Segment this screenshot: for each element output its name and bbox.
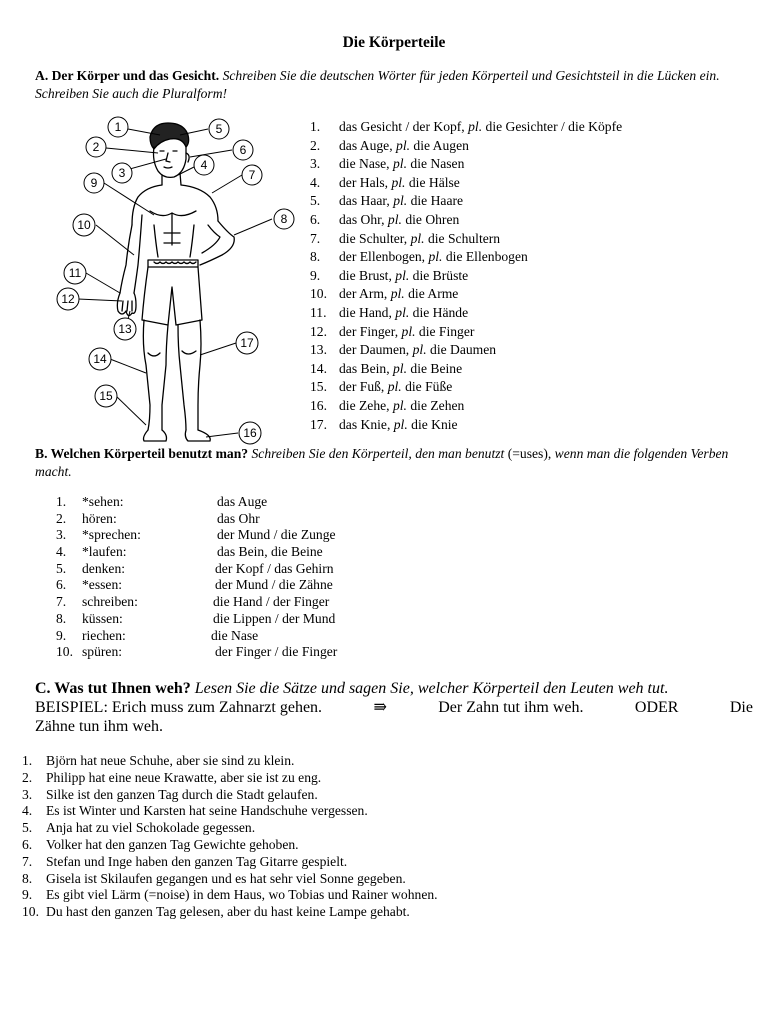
plural-abbrev: pl. bbox=[387, 211, 402, 227]
body-part-item bbox=[310, 155, 622, 174]
sentence-item bbox=[22, 753, 438, 770]
body-part-item bbox=[310, 397, 622, 416]
item-number: 16. bbox=[310, 397, 327, 413]
sentence-text: Gisela ist Skilaufen gegangen und es hat sehr viel Sonne gegeben. bbox=[46, 870, 406, 886]
item-number: 9. bbox=[310, 267, 321, 283]
verb: riechen: bbox=[82, 627, 126, 643]
singular-form: die Brust, bbox=[339, 267, 392, 283]
body-part-item bbox=[310, 285, 622, 304]
plural-abbrev: pl. bbox=[392, 397, 407, 413]
sentence-text: Björn hat neue Schuhe, aber sie sind zu klein. bbox=[46, 753, 295, 768]
sentence-item bbox=[22, 871, 438, 888]
item-number: 7. bbox=[56, 594, 67, 610]
singular-form: der Hals, bbox=[339, 174, 389, 190]
item-number: 4. bbox=[310, 174, 321, 190]
callout-10 bbox=[73, 214, 95, 236]
callout-4 bbox=[194, 155, 214, 175]
sentence-text: Es gibt viel Lärm (=noise) in dem Haus, wo Tobias und Rainer wohnen. bbox=[46, 887, 438, 903]
verb-item bbox=[56, 627, 259, 645]
example-answer: Der Zahn tut ihm weh. bbox=[438, 699, 584, 716]
plural-form: die Hände bbox=[412, 304, 469, 320]
verb: küssen: bbox=[82, 610, 123, 626]
singular-form: das Ohr, bbox=[339, 211, 385, 227]
verb-item bbox=[56, 510, 260, 528]
body-part-answer: der Mund / die Zunge bbox=[217, 527, 336, 543]
singular-form: die Schulter, bbox=[339, 230, 408, 246]
verb: *essen: bbox=[82, 577, 123, 593]
verb-item bbox=[56, 610, 336, 628]
body-part-item bbox=[310, 416, 622, 435]
item-number: 15. bbox=[310, 379, 327, 395]
sentence-text: Anja hat zu viel Schokolade gegessen. bbox=[46, 820, 256, 836]
body-part-item bbox=[310, 211, 622, 230]
sentence-item bbox=[22, 904, 438, 921]
sentence-item bbox=[22, 854, 438, 871]
plural-abbrev: pl. bbox=[396, 137, 411, 153]
body-part-item bbox=[310, 360, 622, 379]
plural-form: die Gesichter / die Köpfe bbox=[485, 119, 623, 134]
plural-abbrev: pl. bbox=[390, 286, 405, 302]
plural-form: die Ohren bbox=[405, 211, 460, 227]
item-number: 12. bbox=[310, 323, 327, 339]
plural-abbrev: pl. bbox=[395, 267, 410, 283]
item-number: 8. bbox=[310, 249, 321, 265]
body-part-item bbox=[310, 137, 622, 156]
callout-15 bbox=[95, 385, 117, 407]
sentence-text: Stefan und Inge haben den ganzen Tag Gitarre gespielt. bbox=[46, 853, 348, 869]
sentence-text: Volker hat den ganzen Tag Gewichte gehoben. bbox=[46, 836, 299, 852]
body-part-item bbox=[310, 248, 622, 267]
item-number: 5. bbox=[22, 820, 33, 836]
callout-6 bbox=[233, 140, 253, 160]
item-number: 8. bbox=[56, 610, 67, 626]
verb-item bbox=[56, 494, 268, 511]
item-number: 6. bbox=[310, 211, 321, 227]
example-line bbox=[35, 698, 753, 717]
svg-text:16: 16 bbox=[243, 426, 257, 440]
body-part-answer: der Kopf / das Gehirn bbox=[215, 560, 334, 576]
verb-item bbox=[56, 544, 323, 561]
verb-item bbox=[56, 560, 334, 578]
section-c-instruction: Lesen Sie die Sätze und sagen Sie, welcher Körperteil den Leuten weh tut. bbox=[194, 680, 669, 697]
example-label: BEISPIEL: bbox=[35, 699, 108, 716]
plural-form: die Brüste bbox=[412, 267, 469, 283]
item-number: 3. bbox=[310, 156, 321, 172]
item-number: 13. bbox=[310, 342, 327, 358]
svg-text:8: 8 bbox=[280, 212, 288, 226]
item-number: 2. bbox=[56, 510, 67, 526]
body-part-item bbox=[310, 174, 622, 193]
svg-text:13: 13 bbox=[118, 322, 132, 336]
plural-form: die Arme bbox=[408, 286, 459, 302]
plural-abbrev: pl. bbox=[393, 416, 408, 432]
body-part-item bbox=[310, 378, 622, 397]
svg-text:6: 6 bbox=[239, 143, 247, 157]
body-outline bbox=[117, 123, 234, 441]
callout-17 bbox=[236, 332, 258, 354]
callout-8 bbox=[274, 209, 294, 229]
item-number: 6. bbox=[22, 836, 33, 852]
singular-form: das Knie, bbox=[339, 416, 391, 432]
item-number: 10. bbox=[310, 286, 327, 302]
item-number: 1. bbox=[22, 753, 33, 768]
section-a-instruction: Schreiben Sie die deutschen Wörter für jeden Körperteil und Gesichtsteil in die Lücken ein. Schreiben Sie auch die Pluralform! bbox=[35, 68, 720, 101]
example-sentence: Erich muss zum Zahnarzt gehen. bbox=[111, 699, 323, 716]
item-number: 8. bbox=[22, 870, 33, 886]
plural-form: die Zehen bbox=[410, 397, 465, 413]
callout-numbers bbox=[57, 117, 294, 444]
item-number: 10. bbox=[22, 904, 39, 920]
body-part-item bbox=[310, 230, 622, 249]
body-part-answer: das Auge bbox=[217, 494, 268, 509]
callout-1 bbox=[108, 117, 128, 137]
verb-item bbox=[56, 527, 336, 544]
plural-form: die Augen bbox=[413, 137, 469, 153]
sentence-item bbox=[22, 770, 438, 787]
sentence-text: Du hast den ganzen Tag gelesen, aber du hast keine Lampe gehabt. bbox=[46, 904, 410, 920]
callout-3 bbox=[112, 163, 132, 183]
section-b-heading: B. Welchen Körperteil benutzt man? bbox=[35, 446, 249, 461]
svg-text:10: 10 bbox=[77, 218, 91, 232]
plural-abbrev: pl. bbox=[393, 360, 407, 376]
singular-form: der Arm, bbox=[339, 286, 388, 302]
plural-abbrev: pl. bbox=[393, 156, 407, 172]
singular-form: die Zehe, bbox=[339, 397, 390, 413]
verb-item bbox=[56, 594, 330, 611]
section-b-instructions bbox=[35, 445, 735, 481]
svg-text:5: 5 bbox=[215, 122, 223, 136]
verb: *sehen: bbox=[82, 494, 124, 509]
verb-item bbox=[56, 577, 333, 594]
arrow-icon: ⇛ bbox=[373, 699, 387, 716]
callout-12 bbox=[57, 288, 79, 310]
section-a-instructions bbox=[35, 67, 745, 103]
callout-7 bbox=[242, 165, 262, 185]
item-number: 7. bbox=[310, 230, 321, 246]
item-number: 11. bbox=[310, 304, 327, 320]
section-b-gloss: (=uses), bbox=[507, 446, 552, 461]
section-c-instructions bbox=[35, 679, 753, 736]
example-oder: ODER bbox=[634, 699, 679, 716]
item-number: 2. bbox=[310, 137, 321, 153]
sentence-item bbox=[22, 820, 438, 837]
item-number: 6. bbox=[56, 577, 67, 593]
plural-abbrev: pl. bbox=[412, 342, 427, 358]
plural-abbrev: pl. bbox=[391, 174, 406, 190]
body-part-item bbox=[310, 267, 622, 286]
section-c-heading: C. Was tut Ihnen weh? bbox=[35, 680, 191, 697]
example-alt-start: Die bbox=[729, 699, 753, 716]
body-part-answer: der Finger / die Finger bbox=[215, 644, 338, 660]
item-number: 1. bbox=[310, 119, 321, 134]
body-part-answer: das Bein, die Beine bbox=[217, 544, 323, 560]
callout-11 bbox=[64, 262, 86, 284]
callout-14 bbox=[89, 348, 111, 370]
body-parts-answer-list bbox=[310, 118, 622, 434]
verb: *laufen: bbox=[82, 544, 127, 560]
example-alt-end: Zähne tun ihm weh. bbox=[35, 718, 163, 735]
item-number: 7. bbox=[22, 853, 33, 869]
sentence-text: Philipp hat eine neue Krawatte, aber sie ist zu eng. bbox=[46, 769, 322, 785]
singular-form: der Daumen, bbox=[339, 342, 410, 358]
body-part-item bbox=[310, 323, 622, 342]
body-part-answer: die Lippen / der Mund bbox=[213, 610, 336, 626]
item-number: 5. bbox=[56, 560, 67, 576]
body-part-answer: der Mund / die Zähne bbox=[215, 577, 333, 593]
verb: denken: bbox=[82, 560, 126, 576]
item-number: 3. bbox=[22, 786, 33, 802]
plural-form: die Finger bbox=[418, 323, 475, 339]
sentence-item bbox=[22, 803, 438, 820]
sentence-text: Es ist Winter und Karsten hat seine Handschuhe vergessen. bbox=[46, 803, 368, 819]
item-number: 9. bbox=[22, 887, 33, 903]
plural-form: die Daumen bbox=[430, 342, 497, 358]
plural-abbrev: pl. bbox=[387, 379, 402, 395]
callout-16 bbox=[239, 422, 261, 444]
callout-9 bbox=[84, 173, 104, 193]
singular-form: das Haar, bbox=[339, 193, 390, 209]
callout-5 bbox=[209, 119, 229, 139]
verb: spüren: bbox=[82, 644, 123, 660]
plural-form: die Nasen bbox=[410, 156, 465, 172]
plural-abbrev: pl. bbox=[428, 249, 443, 265]
plural-abbrev: pl. bbox=[395, 304, 410, 320]
svg-text:11: 11 bbox=[68, 266, 82, 280]
svg-text:1: 1 bbox=[114, 120, 122, 134]
sentence-item bbox=[22, 787, 438, 804]
verb: *sprechen: bbox=[82, 527, 141, 543]
body-part-item bbox=[310, 341, 622, 360]
sentence-list bbox=[22, 753, 438, 921]
body-part-answer: die Hand / der Finger bbox=[213, 594, 330, 610]
verb-item bbox=[56, 644, 338, 661]
plural-abbrev: pl. bbox=[401, 323, 416, 339]
sentence-item bbox=[22, 837, 438, 854]
svg-text:7: 7 bbox=[248, 168, 256, 182]
body-part-item bbox=[310, 118, 622, 137]
callout-2 bbox=[86, 137, 106, 157]
plural-form: die Hälse bbox=[408, 174, 460, 190]
item-number: 4. bbox=[56, 544, 67, 560]
body-part-answer: die Nase bbox=[211, 627, 259, 643]
item-number: 14. bbox=[310, 360, 327, 376]
plural-form: die Knie bbox=[411, 416, 458, 432]
svg-text:3: 3 bbox=[118, 166, 126, 180]
plural-abbrev: pl. bbox=[410, 230, 425, 246]
svg-text:12: 12 bbox=[61, 292, 75, 306]
verb: schreiben: bbox=[82, 594, 138, 610]
callout-13 bbox=[114, 318, 136, 340]
verb-answer-list bbox=[56, 494, 338, 661]
plural-form: die Füße bbox=[405, 379, 453, 395]
page-title: Die Körperteile bbox=[342, 34, 446, 51]
singular-form: das Bein, bbox=[339, 360, 390, 376]
body-part-answer: das Ohr bbox=[217, 510, 260, 526]
body-part-item bbox=[310, 192, 622, 211]
singular-form: der Finger, bbox=[339, 323, 399, 339]
singular-form: die Hand, bbox=[339, 304, 392, 320]
sentence-text: Silke ist den ganzen Tag durch die Stadt gelaufen. bbox=[46, 786, 318, 802]
sentence-item bbox=[22, 887, 438, 904]
plural-form: die Schultern bbox=[427, 230, 501, 246]
item-number: 17. bbox=[310, 416, 327, 432]
svg-text:14: 14 bbox=[93, 352, 107, 366]
svg-text:9: 9 bbox=[90, 176, 98, 190]
singular-form: das Auge, bbox=[339, 137, 393, 153]
singular-form: der Fuß, bbox=[339, 379, 385, 395]
plural-abbrev: pl. bbox=[393, 193, 408, 209]
svg-text:17: 17 bbox=[240, 336, 254, 350]
plural-abbrev: pl. bbox=[468, 119, 483, 134]
item-number: 2. bbox=[22, 769, 33, 785]
section-b-instruction: Schreiben Sie den Körperteil, den man benutzt bbox=[251, 446, 505, 461]
plural-form: die Ellenbogen bbox=[445, 249, 528, 265]
plural-form: die Haare bbox=[410, 193, 464, 209]
svg-text:2: 2 bbox=[92, 140, 100, 154]
item-number: 1. bbox=[56, 494, 67, 509]
svg-text:15: 15 bbox=[99, 389, 113, 403]
item-number: 3. bbox=[56, 527, 67, 543]
item-number: 10. bbox=[56, 644, 73, 660]
body-figure-illustration bbox=[50, 115, 295, 445]
item-number: 9. bbox=[56, 627, 67, 643]
item-number: 4. bbox=[22, 803, 33, 819]
body-part-item bbox=[310, 304, 622, 323]
singular-form: die Nase, bbox=[339, 156, 390, 172]
singular-form: das Gesicht / der Kopf, bbox=[339, 119, 465, 134]
svg-text:4: 4 bbox=[200, 158, 208, 172]
verb: hören: bbox=[82, 510, 117, 526]
section-b-instruction-end: wenn man die folgenden Verben macht. bbox=[35, 446, 729, 479]
item-number: 5. bbox=[310, 193, 321, 209]
section-a-heading: A. Der Körper und das Gesicht. bbox=[35, 68, 220, 83]
plural-form: die Beine bbox=[410, 360, 463, 376]
singular-form: der Ellenbogen, bbox=[339, 249, 426, 265]
